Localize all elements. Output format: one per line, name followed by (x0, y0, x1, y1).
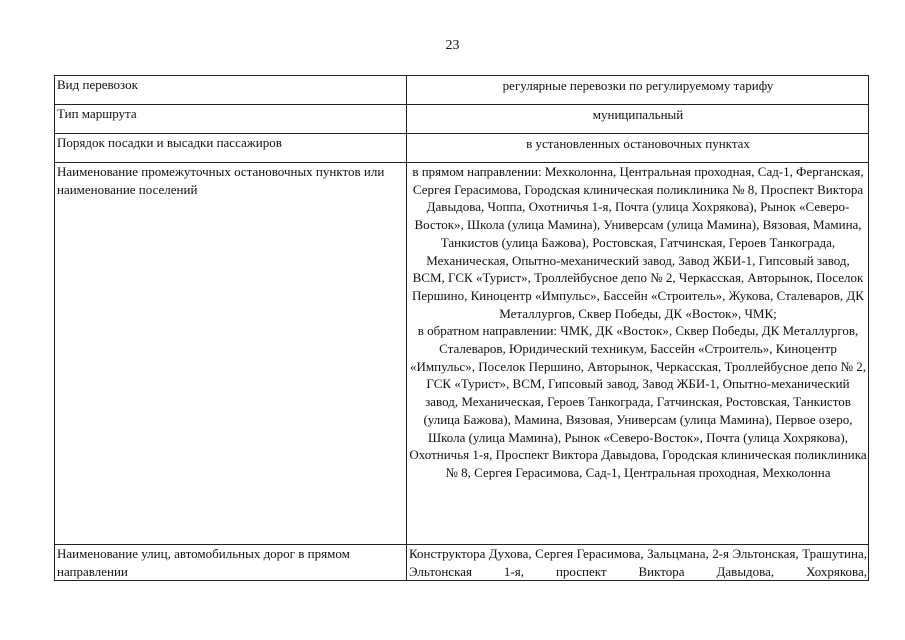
cell-value-streets: Конструктора Духова, Сергея Герасимова, Зальцмана, 2-я Эльтонская, Трашутина, Эльтонская 1-я, проспект Виктора Давыдова, Хохрякова, (407, 545, 869, 581)
table-row-boarding-order (55, 134, 869, 163)
cell-label-stops: Наименование промежуточных остановочных пунктов или наименование поселений (55, 163, 407, 545)
cell-label-streets: Наименование улиц, автомобильных дорог в прямом направлении (55, 545, 407, 581)
cell-value-boarding-order: в установленных остановочных пунктах (407, 134, 869, 163)
table-row-streets (55, 545, 869, 581)
route-details-table (54, 75, 869, 581)
stops-forward-direction: в прямом направлении: Мехколонна, Центральная проходная, Сад-1, Ферганская, Сергея Герасимова, Городская клиническая поликлиника № 8, Проспект Виктора Давыдова, Чоппа, Охотничья 1-я, Почта (улица Хохрякова), Рынок «Северо-Восток», Школа (улица Мамина), Универсам (улица Мамина), Вязовая, Мамина, Танкистов (улица Бажова), Ростовская, Гатчинская, Героев Танкограда, Механическая, Опытно-механический завод, Завод ЖБИ-1, Гипсовый завод, ВСМ, ГСК «Турист», Троллейбусное депо № 2, Черкасская, Авторынок, Поселок Першино, Киноцентр «Импульс», Бассейн «Строитель», Жукова, Сталеваров, ДК Металлургов, Сквер Победы, ДК «Восток», ЧМК; (412, 164, 864, 321)
table-row-transport-type (55, 76, 869, 105)
cell-label-transport-type: Вид перевозок (55, 76, 407, 105)
cell-value-stops (407, 163, 869, 545)
stops-backward-direction: в обратном направлении: ЧМК, ДК «Восток», Сквер Победы, ДК Металлургов, Сталеваров, Юридический техникум, Бассейн «Строитель», Киноцентр «Импульс», Поселок Першино, Авторынок, Черкасская, Троллейбусное депо № 2, ГСК «Турист», ВСМ, Гипсовый завод, Завод ЖБИ-1, Опытно-механический завод, Механическая, Героев Танкограда, Гатчинская, Ростовская, Танкистов (улица Бажова), Мамина, Вязовая, Универсам (улица Мамина), Первое озеро, Школа (улица Мамина), Рынок «Северо-Восток», Почта (улица Хохрякова), Охотничья 1-я, Проспект Виктора Давыдова, Городская клиническая поликлиника № 8, Сергея Герасимова, Сад-1, Центральная проходная, Мехколонна (409, 323, 867, 480)
cell-label-route-type: Тип маршрута (55, 105, 407, 134)
cell-value-transport-type: регулярные перевозки по регулируемому тарифу (407, 76, 869, 105)
table-row-stops (55, 163, 869, 545)
cell-value-route-type: муниципальный (407, 105, 869, 134)
cell-label-boarding-order: Порядок посадки и высадки пассажиров (55, 134, 407, 163)
page-number: 23 (445, 38, 460, 53)
table-row-route-type (55, 105, 869, 134)
